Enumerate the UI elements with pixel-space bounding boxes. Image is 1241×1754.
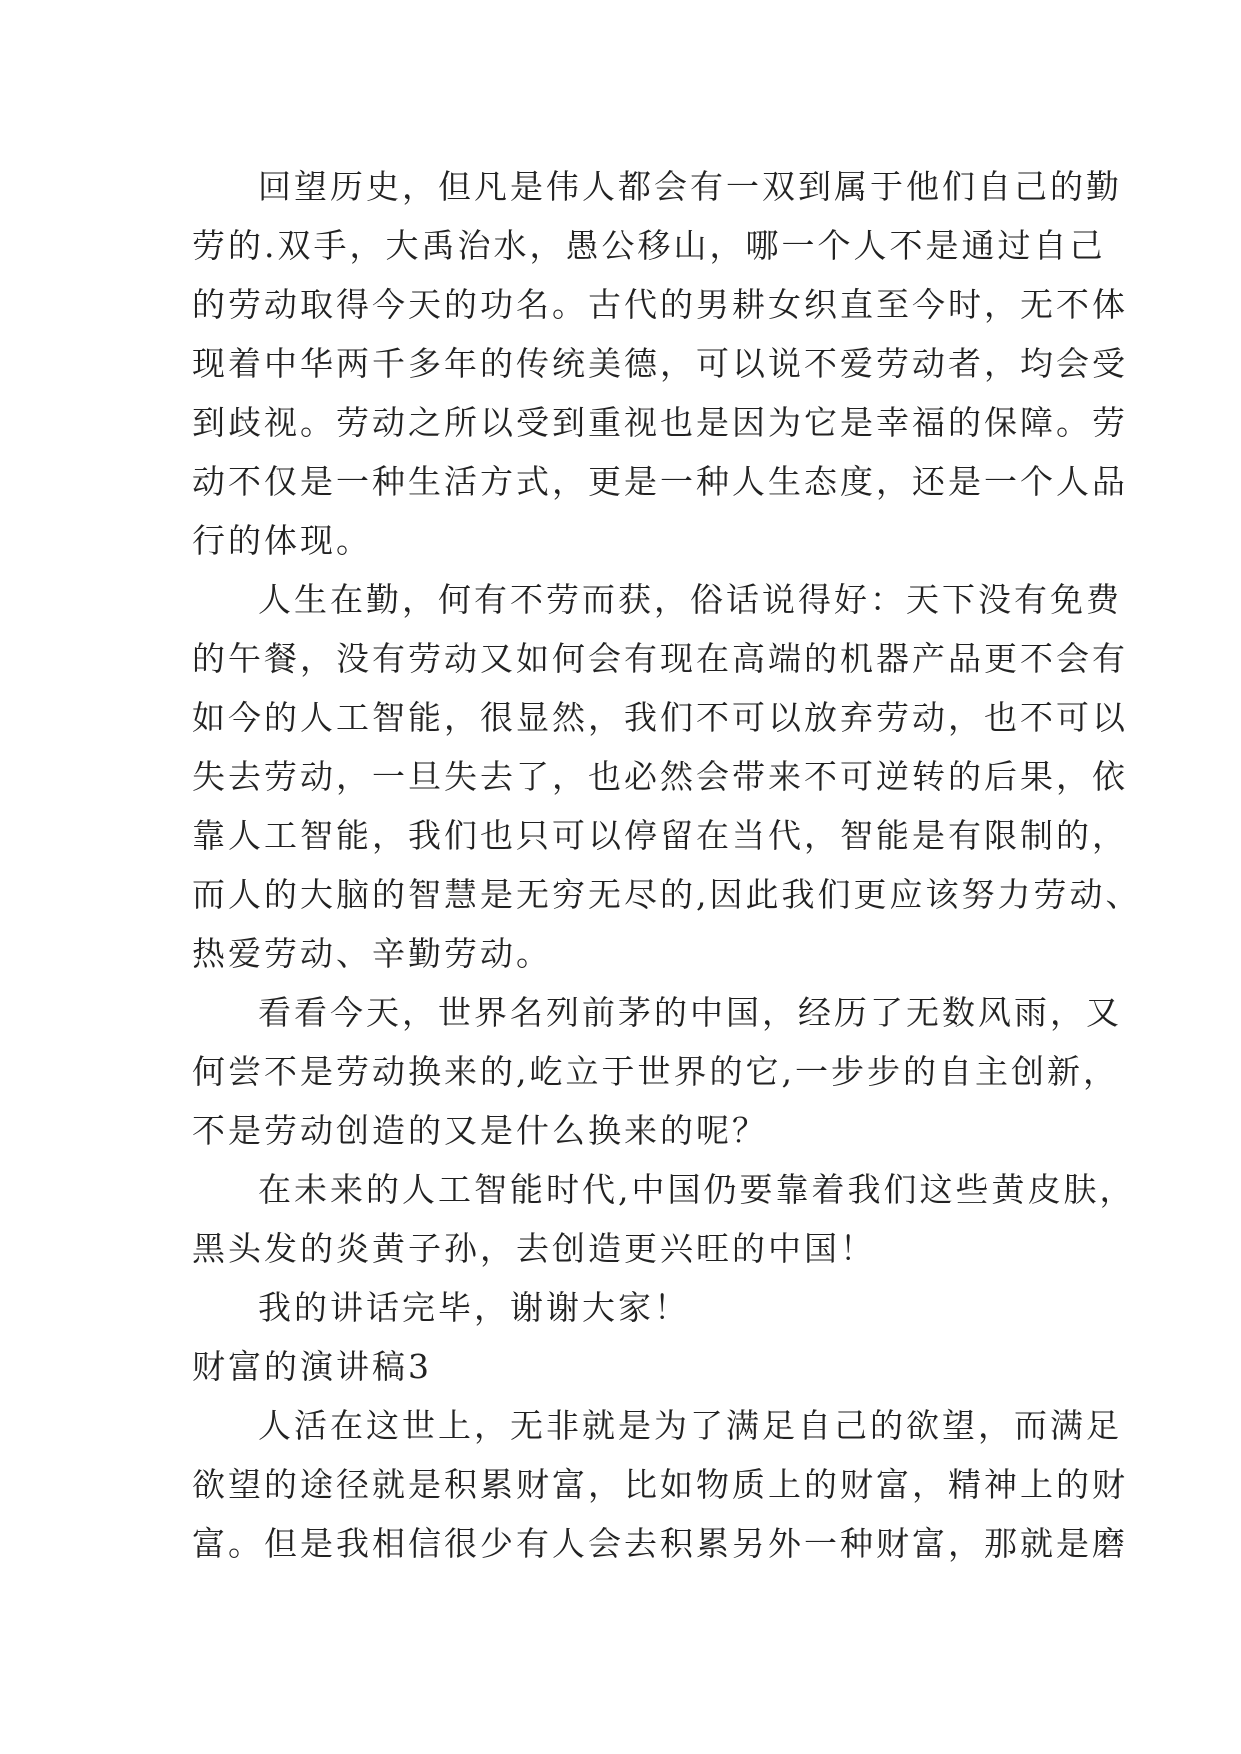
text-line: 的午餐，没有劳动又如何会有现在高端的机器产品更不会有: [192, 639, 1128, 678]
text-line: 看看今天，世界名列前茅的中国，经历了无数风雨，又: [258, 993, 1122, 1032]
text-line: 失去劳动，一旦失去了，也必然会带来不可逆转的后果，依: [192, 757, 1128, 796]
text-line: 在未来的人工智能时代,中国仍要靠着我们这些黄皮肤，: [258, 1170, 1136, 1209]
text-line: 而人的大脑的智慧是无穷无尽的,因此我们更应该努力劳动、: [192, 875, 1142, 914]
text-line: 动不仅是一种生活方式，更是一种人生态度，还是一个人品: [192, 462, 1128, 501]
text-line: 不是劳动创造的又是什么换来的呢？: [192, 1111, 768, 1150]
text-line: 欲望的途径就是积累财富，比如物质上的财富，精神上的财: [192, 1465, 1128, 1504]
text-line: 的劳动取得今天的功名。古代的男耕女织直至今时，无不体: [192, 285, 1128, 324]
text-line: 人活在这世上，无非就是为了满足自己的欲望，而满足: [258, 1406, 1122, 1445]
text-line: 到歧视。劳动之所以受到重视也是因为它是幸福的保障。劳: [192, 403, 1128, 442]
text-line: 何尝不是劳动换来的,屹立于世界的它,一步步的自主创新，: [192, 1052, 1119, 1091]
text-line: 我的讲话完毕，谢谢大家！: [258, 1288, 690, 1327]
text-line: 黑头发的炎黄子孙，去创造更兴旺的中国！: [192, 1229, 876, 1268]
text-line: 现着中华两千多年的传统美德，可以说不爱劳动者，均会受: [192, 344, 1128, 383]
text-line: 回望历史，但凡是伟人都会有一双到属于他们自己的勤: [258, 167, 1122, 206]
document-body: [192, 157, 1142, 1573]
text-line: 人生在勤，何有不劳而获，俗话说得好：天下没有免费: [258, 580, 1122, 619]
text-line: 行的体现。: [192, 521, 372, 560]
text-line: 劳的.双手，大禹治水，愚公移山，哪一个人不是通过自己: [192, 226, 1106, 265]
text-line: 如今的人工智能，很显然，我们不可以放弃劳动，也不可以: [192, 698, 1128, 737]
text-line: 靠人工智能，我们也只可以停留在当代，智能是有限制的，: [192, 816, 1128, 855]
section-heading: 财富的演讲稿3: [192, 1347, 432, 1386]
text-line: 富。但是我相信很少有人会去积累另外一种财富，那就是磨: [192, 1524, 1128, 1563]
text-line: 热爱劳动、辛勤劳动。: [192, 934, 552, 973]
